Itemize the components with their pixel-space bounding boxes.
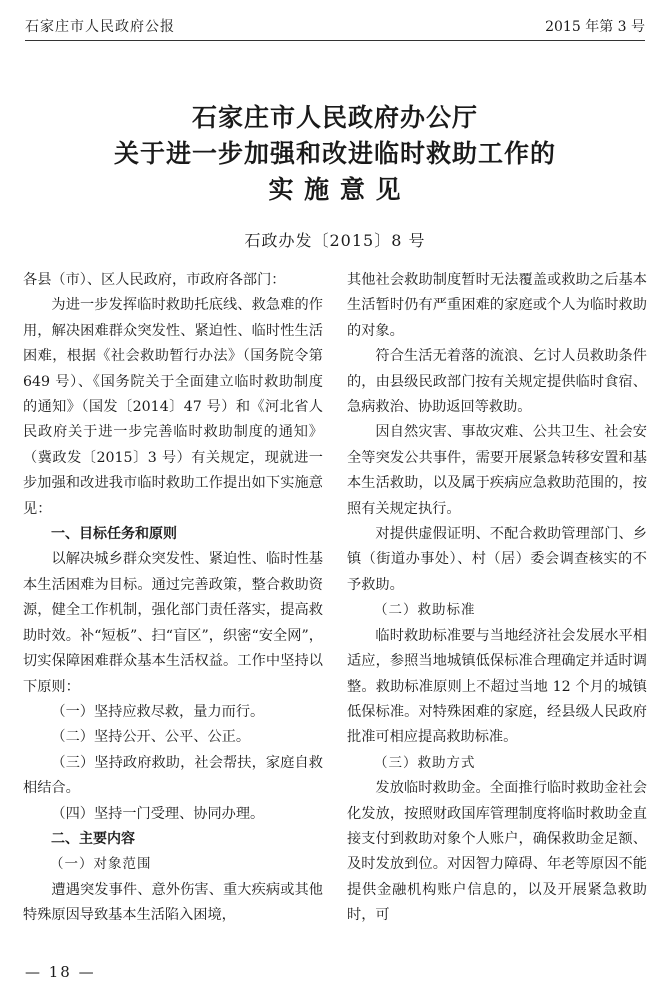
section-heading-2: 二、主要内容 [51, 830, 135, 847]
paragraph-exclusions: 对提供虚假证明、不配合救助管理部门、乡镇（街道办事处）、村（居）委会调查核实的不予救助。 [347, 526, 647, 593]
header-divider [25, 40, 645, 41]
principle-4: （四）坚持一门受理、协同办理。 [51, 805, 265, 822]
principle-3: （三）坚持政府救助，社会帮扶，家庭自救相结合。 [23, 754, 323, 797]
principle-1: （一）坚持应救尽救，量力而行。 [51, 703, 265, 720]
subsection-heading-1: （一）对象范围 [50, 856, 152, 873]
publication-name: 石家庄市人民政府公报 [25, 19, 175, 35]
intro-paragraph: 为进一步发挥临时救助托底线、救急难的作用，解决困难群众突发性、紧迫性、临时性生活困难，根据《社会救助暂行办法》（国务院令第 649 号）、《国务院关于全面建立临时救助制度的通知》（国发〔2014〕47 号）和《河北省人民政府关于进一步完善临时救助制度的通知》（冀政发〔2015〕3 号）有关规定，现就进一步加强和改进我市临时救助工作提出如下实施意见： [23, 297, 323, 517]
subsection-2-body: 临时救助标准要与当地经济社会发展水平相适应，参照当地城镇低保标准合理确定并适时调整。救助标准原则上不超过当地 12 个月的城镇低保标准。对特殊困难的家庭，经县级人民政府批准可相应提高救助标准。 [347, 627, 647, 746]
document-number: 石政办发〔2015〕8 号 [244, 231, 426, 250]
title-line-2: 关于进一步加强和改进临时救助工作的 [113, 139, 556, 168]
subsection-heading-2: （二）救助标准 [374, 602, 476, 619]
principle-2: （二）坚持公开、公平、公正。 [51, 729, 251, 746]
right-column [347, 268, 647, 929]
title-line-1: 石家庄市人民政府办公厅 [191, 103, 478, 132]
section-1-body: 以解决城乡群众突发性、紧迫性、临时性基本生活困难为目标。通过完善政策，整合救助资源，健全工作机制，强化部门责任落实，提高救助时效。补“短板”、扫“盲区”，织密“安全网”，切实保障困难群众基本生活权益。工作中坚持以下原则： [23, 551, 323, 695]
salutation: 各县（市）、区人民政府，市政府各部门： [23, 272, 286, 288]
running-header [25, 16, 645, 38]
issue-number: 2015 年第 3 号 [545, 19, 645, 35]
title-line-3: 实 施 意 见 [268, 175, 402, 204]
subsection-3-body: 发放临时救助金。全面推行临时救助金社会化发放，按照财政国库管理制度将临时救助金直接支付到救助对象个人账户，确保救助金足额、及时发放到位。对因智力障碍、年老等原因不能提供金融机构账户信息的，以及开展紧急救助时，可 [347, 780, 647, 924]
subsection-heading-3: （三）救助方式 [374, 754, 476, 771]
left-column [23, 268, 323, 929]
subsection-1-body: 遭遇突发事件、意外伤害、重大疾病或其他特殊原因导致基本生活陷入困境， [23, 881, 323, 924]
page-number: — 18 — [25, 963, 96, 981]
document-title [0, 100, 670, 208]
continued-paragraph: 其他社会救助制度暂时无法覆盖或救助之后基本生活暂时仍有严重困难的家庭或个人为临时救助的对象。 [347, 272, 647, 339]
paragraph-vagrants: 符合生活无着落的流浪、乞讨人员救助条件的，由县级民政部门按有关规定提供临时食宿、急病救治、协助返回等救助。 [347, 348, 647, 416]
paragraph-emergencies: 因自然灾害、事故灾难、公共卫生、社会安全等突发公共事件，需要开展紧急转移安置和基本生活救助，以及属于疾病应急救助范围的，按照有关规定执行。 [347, 424, 647, 517]
section-heading-1: 一、目标任务和原则 [51, 526, 177, 543]
